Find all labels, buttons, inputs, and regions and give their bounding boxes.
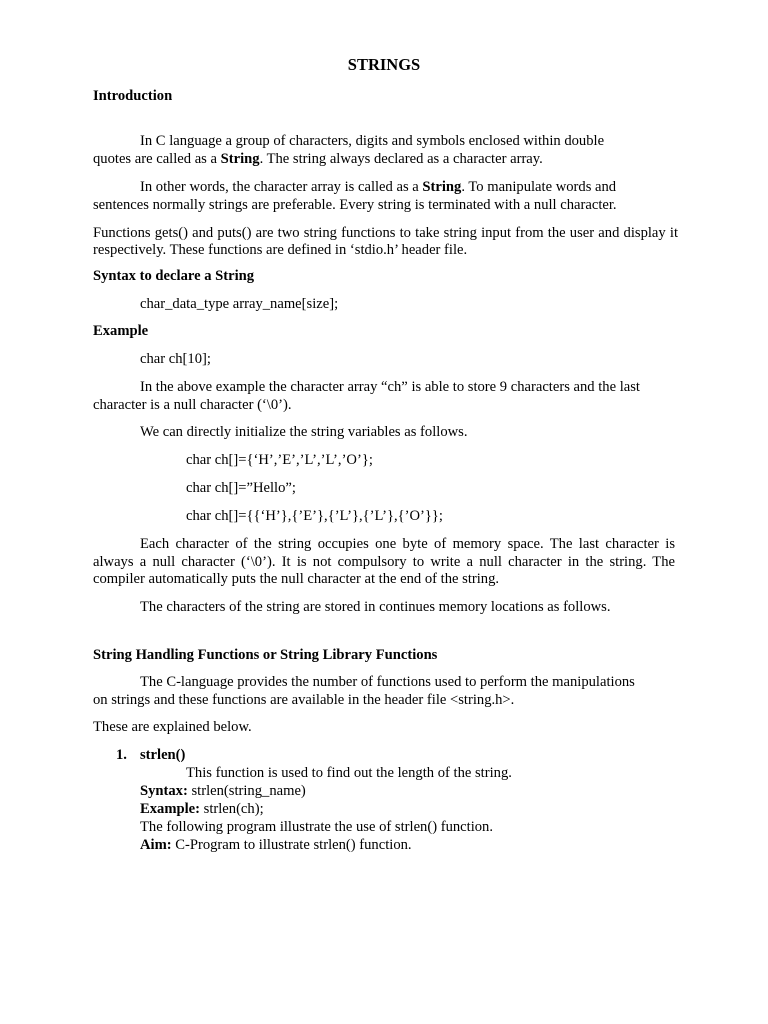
example-paragraph-2: We can directly initialize the string variables as follows. [140,424,468,440]
intro-p2-text-a: In other words, the character array is called as a [140,179,423,195]
strlen-syntax-value: strlen(string_name) [187,783,306,799]
library-heading-text: String Handling Functions or String Library Functions [93,647,438,663]
intro-paragraph-1-line-1: In C language a group of characters, digits and symbols enclosed within double [140,133,605,149]
syntax-heading [93,267,254,285]
list-item-number-text: 1. [116,747,127,763]
intro-paragraph-2-line-2: sentences normally strings are preferable. Every string is terminated with a null character. [93,197,617,213]
intro-paragraph-3-line-2: respectively. These functions are defined in ‘stdio.h’ header file. [93,242,468,258]
example-heading-text: Example [93,323,149,339]
strlen-description: This function is used to find out the length of the string. [186,765,512,781]
list-item-number [116,746,127,764]
intro-p1-text-a: quotes are called as a [93,151,221,167]
strlen-aim [140,836,412,854]
strlen-aim-label: Aim: [140,837,172,853]
intro-p1-bold-string: String [220,151,260,167]
list-item-title-text: strlen() [140,747,186,763]
strlen-aim-value: C-Program to illustrate strlen() function. [171,837,412,853]
library-heading [93,646,437,664]
introduction-heading [93,87,172,105]
syntax-heading-text: Syntax to declare a String [93,268,255,284]
intro-p2-text-b: . To manipulate words and [461,179,617,195]
intro-p2-bold-string: String [422,179,462,195]
intro-paragraph-1-line-2 [93,150,543,168]
intro-paragraph-3-line-1: Functions gets() and puts() are two string functions to take string input from the user and display it [93,225,678,241]
library-paragraph-1-line-2: on strings and these functions are available in the header file <string.h>. [93,692,515,708]
strlen-example-value: strlen(ch); [200,801,264,817]
example-heading [93,322,148,340]
strlen-example [140,800,264,818]
introduction-heading-text: Introduction [93,88,173,104]
library-paragraph-1-line-1: The C-language provides the number of functions used to perform the manipulations [140,674,635,690]
example-paragraph-1-line-2: character is a null character (‘\0’). [93,397,292,413]
intro-p1-text-b: . The string always declared as a character array. [259,151,543,167]
init-example-1: char ch[]={‘H’,’E’,’L’,’L’,’O’}; [186,452,373,468]
syntax-code: char_data_type array_name[size]; [140,296,339,312]
init-example-2: char ch[]=”Hello”; [186,480,296,496]
intro-paragraph-2-line-1 [140,178,616,196]
example-paragraph-3-line-1: Each character of the string occupies one byte of memory space. The last character is [140,536,675,552]
strlen-syntax [140,782,306,800]
library-paragraph-2: These are explained below. [93,719,252,735]
list-item-title [140,746,185,764]
strlen-example-label: Example: [140,801,200,817]
init-example-3: char ch[]={{‘H’},{’E’},{’L’},{’L’},{’O’}}; [186,508,443,524]
example-paragraph-3-line-3: compiler automatically puts the null character at the end of the string. [93,571,500,587]
page-title: STRINGS [347,55,421,74]
strlen-note: The following program illustrate the use of strlen() function. [140,819,493,835]
example-paragraph-1-line-1: In the above example the character array “ch” is able to store 9 characters and the last [140,379,640,395]
example-code: char ch[10]; [140,351,211,367]
example-paragraph-4: The characters of the string are stored in continues memory locations as follows. [140,599,611,615]
strlen-syntax-label: Syntax: [140,783,188,799]
example-paragraph-3-line-2: always a null character (‘\0’). It is not compulsory to write a null character in the string. The [93,554,675,570]
